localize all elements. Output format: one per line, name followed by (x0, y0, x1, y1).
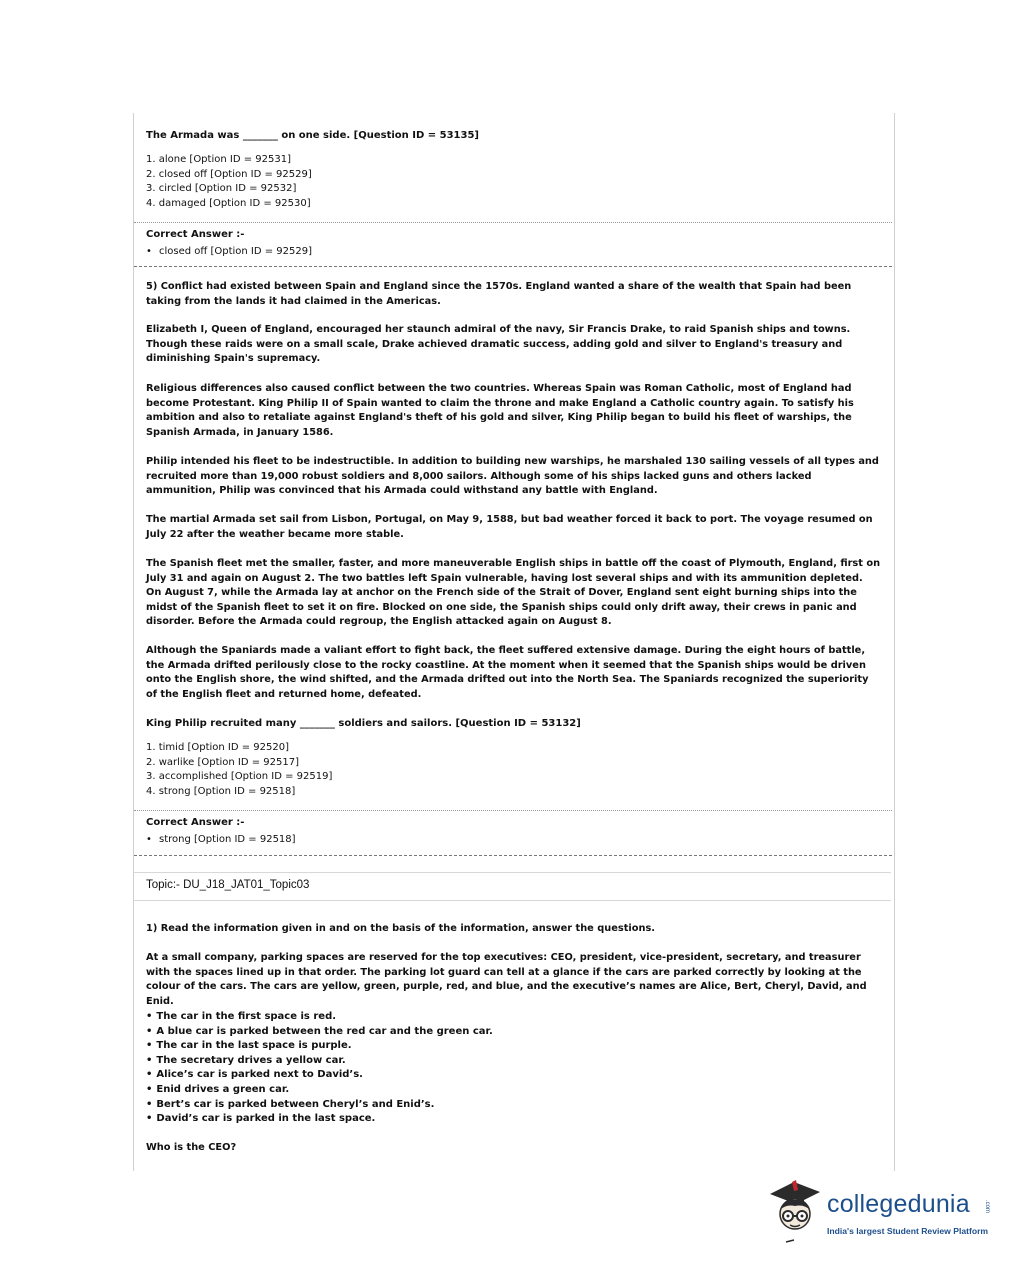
correct-answer-block (146, 816, 881, 847)
question-philip (146, 717, 881, 732)
correct-answer-label: Correct Answer :- (146, 229, 245, 240)
mascot-graduate-icon (764, 1176, 826, 1246)
options-list (146, 741, 881, 800)
passage-paragraph: Philip intended his fleet to be indestructible. In addition to building new warships, he marshaled 130 sailing vessels of all types and recruited more than 19,000 robust soldiers and 8,000 sailors. Although some of his ships lacked guns and others lacked ammunition, Philip was convinced that his Armada could withstand any battle with England. (146, 456, 879, 497)
option-item: 2. closed off [Option ID = 92529] (146, 168, 312, 180)
list-item: • Bert’s car is parked between Cheryl’s and Enid’s. (146, 1098, 881, 1113)
options-list (146, 153, 881, 212)
collegedunia-logo (764, 1176, 994, 1246)
list-item: • The car in the first space is red. (146, 1010, 881, 1025)
list-item: • David’s car is parked in the last space. (146, 1112, 881, 1127)
correct-answer-block (146, 228, 881, 259)
list-item: • A blue car is parked between the red car and the green car. (146, 1025, 881, 1040)
list-item: • The secretary drives a yellow car. (146, 1054, 881, 1069)
divider (134, 222, 892, 223)
puzzle-question: Who is the CEO? (146, 1142, 237, 1153)
list-item: • Enid drives a green car. (146, 1083, 881, 1098)
question-armada (146, 129, 881, 144)
brand-tagline: India's largest Student Review Platform (827, 1226, 989, 1236)
brand-name: collegedunia (827, 1190, 970, 1218)
option-item: 2. warlike [Option ID = 92517] (146, 756, 300, 768)
topic-header (134, 872, 891, 901)
brand-domain: .com (984, 1200, 990, 1214)
topic-title: Topic:- DU_J18_JAT01_Topic03 (146, 879, 310, 891)
correct-answer-value: • closed off [Option ID = 92529] (146, 245, 881, 259)
passage-paragraph: Religious differences also caused conflict between the two countries. Whereas Spain was Roman Catholic, most of England had become Protestant. King Philip II of Spain wanted to claim the throne and make England a Catholic country again. To satisfy his ambition and also to retaliate against England's theft of his gold and silver, King Philip began to build his fleet of warships, the Spanish Armada, in January 1586. (146, 383, 854, 438)
option-item: 4. strong [Option ID = 92518] (146, 786, 296, 798)
question-divider (134, 855, 892, 856)
passage-paragraph: 5) Conflict had existed between Spain and England since the 1570s. England wanted a share of the wealth that Spain had been taking from the lands it had claimed in the Americas. (146, 281, 852, 307)
question-text: King Philip recruited many _______ soldiers and sailors. [Question ID = 53132] (146, 718, 581, 729)
passage-paragraph: The martial Armada set sail from Lisbon, Portugal, on May 9, 1588, but bad weather forced it back to port. The voyage resumed on July 22 after the weather became more stable. (146, 514, 873, 540)
option-item: 1. timid [Option ID = 92520] (146, 742, 290, 753)
list-item: • Alice’s car is parked next to David’s. (146, 1068, 881, 1083)
option-item: 1. alone [Option ID = 92531] (146, 154, 291, 165)
clue-list (146, 1010, 881, 1127)
passage-paragraph: The Spanish fleet met the smaller, faster, and more maneuverable English ships in battle off the coast of Plymouth, England, first on July 31 and again on August 2. The two battles left Spain vulnerable, having lost several ships and with its ammunition depleted. On August 7, while the Armada lay at anchor on the French side of the Strait of Dover, England sent eight burning ships into the midst of the Spanish fleet to set it on fire. Blocked on one side, the Spanish ships could only drift away, their crews in panic and disorder. Before the Armada could regroup, the English attacked again on August 8. (146, 558, 881, 628)
passage-paragraph: Although the Spaniards made a valiant effort to fight back, the fleet suffered extensive damage. During the eight hours of battle, the Armada drifted perilously close to the rocky coastline. At the moment when it seemed that the Spanish ships would be driven onto the English shore, the wind shifted, and the Armada drifted out into the North Sea. The Spaniards recognized the superiority of the English fleet and returned home, defeated. (146, 645, 869, 700)
list-item: • The car in the last space is purple. (146, 1039, 881, 1054)
option-item: 3. accomplished [Option ID = 92519] (146, 771, 333, 783)
question-divider (134, 266, 892, 267)
passage-paragraph: Elizabeth I, Queen of England, encouraged her staunch admiral of the navy, Sir Francis Drake, to raid Spanish ships and towns. Though these raids were on a small scale, Drake achieved dramatic success, adding gold and silver to England's treasury and diminishing Spain's supremacy. (146, 324, 851, 365)
puzzle-intro: 1) Read the information given in and on the basis of the information, answer the questions. (146, 923, 655, 934)
option-item: 3. circled [Option ID = 92532] (146, 183, 297, 195)
correct-answer-value: • strong [Option ID = 92518] (146, 833, 881, 847)
question-text: The Armada was _______ on one side. [Question ID = 53135] (146, 130, 479, 141)
correct-answer-label: Correct Answer :- (146, 817, 245, 828)
option-item: 4. damaged [Option ID = 92530] (146, 198, 311, 210)
puzzle-setup: At a small company, parking spaces are reserved for the top executives: CEO, president, vice-president, secretary, and treasurer with the spaces lined up in that order. The parking lot guard can tell at a glance if the cars are parked correctly by looking at the colour of the cars. The cars are yellow, green, purple, red, and blue, and the executive’s names are Alice, Bert, Cheryl, David, and Enid. (146, 952, 867, 1007)
divider (134, 810, 892, 811)
